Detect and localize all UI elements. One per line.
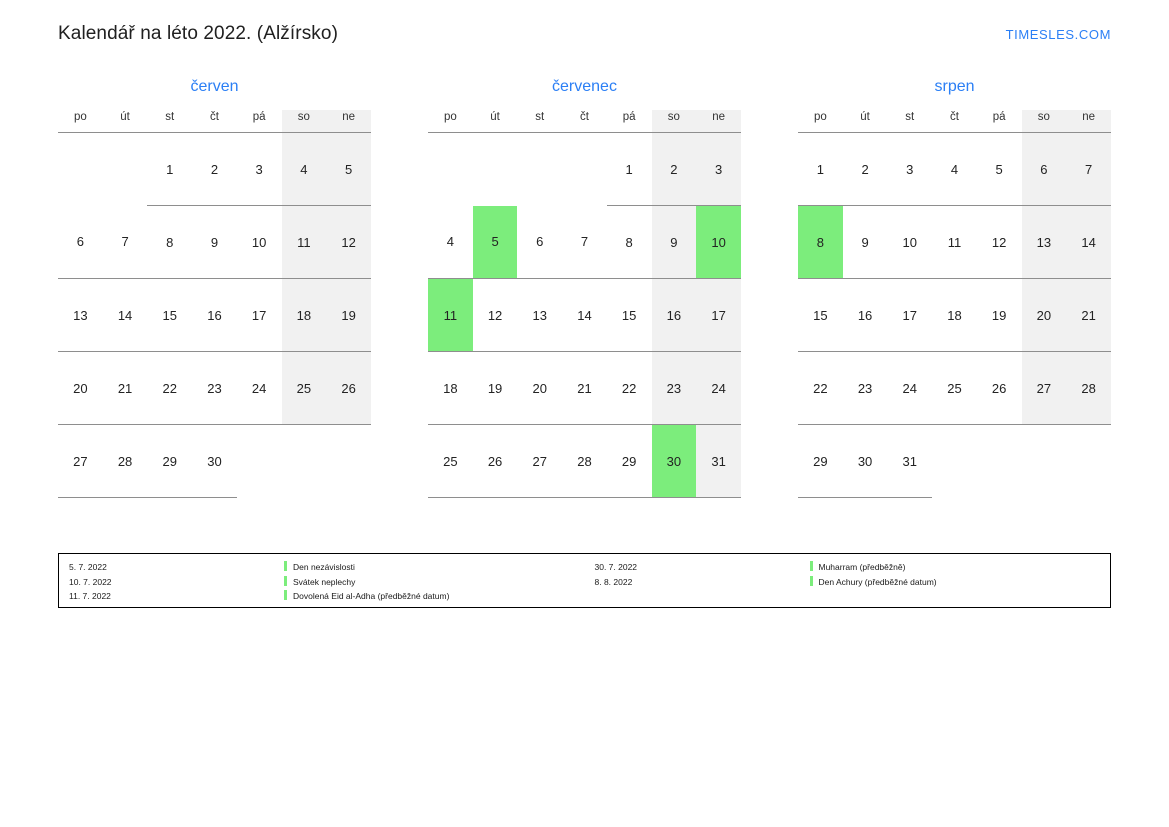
- day-cell[interactable]: [652, 206, 697, 279]
- weekday-header: po: [428, 110, 473, 133]
- day-cell-empty: [326, 425, 371, 498]
- day-cell[interactable]: [798, 133, 843, 206]
- day-cell[interactable]: [562, 352, 607, 425]
- month-block: [428, 78, 741, 498]
- day-cell[interactable]: [473, 352, 518, 425]
- day-number: 7: [1084, 161, 1093, 177]
- month-name: červenec: [552, 78, 617, 95]
- day-cell[interactable]: [147, 279, 192, 352]
- day-cell[interactable]: [282, 133, 327, 206]
- day-cell-empty: [473, 133, 518, 206]
- weekday-header: po: [58, 110, 103, 133]
- day-cell-empty: [977, 425, 1022, 498]
- day-number: 22: [162, 380, 177, 396]
- day-number: 22: [621, 380, 637, 396]
- day-number: 3: [714, 161, 723, 177]
- day-number: 5: [995, 161, 1003, 177]
- day-number: 5: [491, 234, 499, 250]
- day-number: 30: [857, 453, 873, 469]
- day-cell[interactable]: [1066, 352, 1111, 425]
- weekday-header: st: [147, 110, 192, 133]
- legend-date: 11. 7. 2022: [69, 591, 111, 601]
- day-cell[interactable]: [58, 352, 103, 425]
- day-cell[interactable]: [282, 279, 327, 352]
- day-cell-empty: [428, 133, 473, 206]
- legend-color-swatch: [284, 561, 287, 571]
- day-cell-empty: [517, 133, 562, 206]
- day-number: 26: [341, 380, 356, 396]
- day-number: 24: [902, 380, 917, 396]
- day-number: 4: [950, 161, 959, 177]
- day-number: 31: [902, 453, 917, 469]
- day-number: 23: [666, 380, 682, 396]
- day-cell[interactable]: [932, 133, 977, 206]
- day-number: 20: [1036, 307, 1052, 323]
- day-number: 29: [162, 453, 177, 469]
- weekday-header-row: [428, 110, 741, 133]
- day-cell[interactable]: [282, 352, 327, 425]
- day-number: 8: [816, 234, 824, 250]
- day-cell[interactable]: [607, 352, 652, 425]
- week-row: [58, 133, 371, 206]
- day-number: 10: [902, 234, 917, 250]
- day-number: 7: [580, 234, 589, 250]
- day-number: 31: [711, 453, 726, 469]
- day-number: 19: [991, 307, 1007, 323]
- month-table: [58, 110, 371, 498]
- day-number: 26: [487, 453, 503, 469]
- day-number: 17: [902, 307, 917, 323]
- day-cell[interactable]: [1022, 206, 1067, 279]
- weekday-header: pá: [977, 110, 1022, 133]
- week-row: [58, 352, 371, 425]
- day-cell[interactable]: [977, 206, 1022, 279]
- weekday-header: st: [517, 110, 562, 133]
- legend-color-swatch: [284, 576, 287, 586]
- day-cell[interactable]: [696, 206, 741, 279]
- day-cell[interactable]: [887, 133, 932, 206]
- day-cell[interactable]: [237, 206, 282, 279]
- day-cell[interactable]: [192, 279, 237, 352]
- day-number: 16: [857, 307, 873, 323]
- day-number: 8: [166, 234, 174, 250]
- weekday-header: ne: [1066, 110, 1111, 133]
- day-cell[interactable]: [843, 206, 888, 279]
- day-cell[interactable]: [652, 133, 697, 206]
- day-cell[interactable]: [428, 279, 473, 352]
- week-row: [428, 206, 741, 279]
- day-cell[interactable]: [147, 352, 192, 425]
- day-cell[interactable]: [473, 425, 518, 498]
- day-number: 8: [625, 234, 633, 250]
- day-cell[interactable]: [562, 206, 607, 279]
- day-number: 17: [251, 307, 267, 323]
- day-cell[interactable]: [977, 133, 1022, 206]
- day-number: 13: [532, 307, 547, 323]
- day-cell[interactable]: [58, 279, 103, 352]
- day-cell[interactable]: [696, 133, 741, 206]
- legend-date: 30. 7. 2022: [594, 562, 638, 572]
- day-cell[interactable]: [326, 133, 371, 206]
- day-cell[interactable]: [192, 133, 237, 206]
- day-cell[interactable]: [192, 425, 237, 498]
- day-cell[interactable]: [1066, 133, 1111, 206]
- day-number: 1: [166, 161, 174, 177]
- day-cell[interactable]: [103, 279, 148, 352]
- week-row: [428, 425, 741, 498]
- day-cell[interactable]: [517, 206, 562, 279]
- day-number: 24: [711, 380, 726, 396]
- week-row: [798, 206, 1111, 279]
- day-cell[interactable]: [1066, 206, 1111, 279]
- week-row: [428, 133, 741, 206]
- day-number: 28: [577, 453, 592, 469]
- day-number: 14: [117, 307, 133, 323]
- day-cell[interactable]: [473, 279, 518, 352]
- weekday-header-row: [798, 110, 1111, 133]
- day-cell[interactable]: [652, 279, 697, 352]
- day-cell[interactable]: [977, 352, 1022, 425]
- legend-label: Den nezávislosti: [293, 562, 355, 572]
- day-cell[interactable]: [798, 425, 843, 498]
- day-number: 9: [861, 234, 869, 250]
- day-number: 2: [861, 161, 869, 177]
- month-table: [428, 110, 741, 498]
- weekday-header: pá: [237, 110, 282, 133]
- week-row: [58, 206, 371, 279]
- weekday-header-row: [58, 110, 371, 133]
- legend-color-swatch: [810, 576, 813, 586]
- day-cell[interactable]: [932, 352, 977, 425]
- day-cell[interactable]: [607, 425, 652, 498]
- day-cell[interactable]: [798, 279, 843, 352]
- month-block: [798, 78, 1111, 498]
- day-cell[interactable]: [192, 206, 237, 279]
- day-number: 17: [711, 307, 726, 323]
- day-number: 9: [670, 234, 678, 250]
- day-cell[interactable]: [282, 206, 327, 279]
- months-container: [58, 78, 1111, 498]
- day-number: 3: [906, 161, 914, 177]
- day-number: 4: [446, 234, 454, 250]
- day-cell[interactable]: [517, 279, 562, 352]
- day-number: 16: [666, 307, 682, 323]
- day-number: 15: [621, 307, 637, 323]
- weekday-header: st: [887, 110, 932, 133]
- day-number: 27: [532, 453, 547, 469]
- day-cell[interactable]: [652, 425, 697, 498]
- day-number: 16: [207, 307, 222, 323]
- weekday-header: so: [1022, 110, 1067, 133]
- week-row: [58, 425, 371, 498]
- day-cell[interactable]: [977, 279, 1022, 352]
- day-cell[interactable]: [1022, 133, 1067, 206]
- day-cell[interactable]: [326, 206, 371, 279]
- weekday-header: ne: [326, 110, 371, 133]
- day-cell[interactable]: [103, 206, 148, 279]
- day-cell[interactable]: [562, 425, 607, 498]
- page-title: Kalendář na léto 2022. (Alžírsko): [58, 23, 339, 44]
- week-row: [428, 352, 741, 425]
- day-cell[interactable]: [843, 279, 888, 352]
- day-cell[interactable]: [798, 206, 843, 279]
- day-cell[interactable]: [887, 425, 932, 498]
- site-brand-link[interactable]: TIMESLES.COM: [1005, 26, 1111, 42]
- legend-date: 5. 7. 2022: [69, 562, 107, 572]
- day-number: 27: [73, 453, 88, 469]
- weekday-header: út: [843, 110, 888, 133]
- day-number: 28: [117, 453, 133, 469]
- legend-column-right: [585, 554, 1111, 607]
- day-cell[interactable]: [1022, 352, 1067, 425]
- day-number: 30: [207, 453, 222, 469]
- day-cell[interactable]: [607, 133, 652, 206]
- day-cell-empty: [237, 425, 282, 498]
- day-cell-empty: [562, 133, 607, 206]
- day-cell[interactable]: [652, 352, 697, 425]
- legend-date: 10. 7. 2022: [69, 576, 112, 587]
- month-table: [798, 110, 1111, 498]
- day-cell[interactable]: [932, 206, 977, 279]
- day-number: 21: [117, 380, 133, 396]
- day-cell[interactable]: [58, 206, 103, 279]
- day-cell[interactable]: [843, 425, 888, 498]
- day-cell[interactable]: [326, 279, 371, 352]
- day-number: 15: [813, 307, 828, 323]
- day-number: 1: [816, 161, 824, 177]
- day-cell[interactable]: [887, 352, 932, 425]
- day-cell[interactable]: [147, 425, 192, 498]
- day-number: 24: [251, 380, 267, 396]
- day-number: 25: [443, 453, 458, 469]
- day-number: 10: [251, 234, 267, 250]
- day-number: 19: [341, 307, 356, 323]
- day-cell[interactable]: [1066, 279, 1111, 352]
- day-cell[interactable]: [103, 425, 148, 498]
- week-row: [798, 352, 1111, 425]
- day-cell[interactable]: [517, 425, 562, 498]
- day-number: 9: [210, 234, 219, 250]
- day-cell[interactable]: [147, 206, 192, 279]
- legend-color-swatch: [810, 561, 813, 571]
- weekday-header: út: [103, 110, 148, 133]
- day-number: 27: [1036, 380, 1052, 396]
- day-cell[interactable]: [1022, 279, 1067, 352]
- weekday-header: čt: [192, 110, 237, 133]
- day-cell[interactable]: [517, 352, 562, 425]
- day-number: 26: [991, 380, 1007, 396]
- day-number: 13: [1036, 234, 1052, 250]
- month-name: srpen: [934, 78, 975, 95]
- day-number: 20: [73, 380, 88, 396]
- day-number: 11: [443, 307, 458, 323]
- day-number: 2: [670, 161, 678, 177]
- day-cell-empty: [1066, 425, 1111, 498]
- day-cell[interactable]: [696, 352, 741, 425]
- day-cell[interactable]: [562, 279, 607, 352]
- day-cell[interactable]: [843, 352, 888, 425]
- day-cell[interactable]: [58, 425, 103, 498]
- day-number: 6: [1040, 161, 1048, 177]
- day-number: 3: [255, 161, 263, 177]
- week-row: [798, 279, 1111, 352]
- day-number: 2: [210, 161, 219, 177]
- day-number: 23: [207, 380, 222, 396]
- legend-item: [69, 561, 575, 574]
- weekday-header: čt: [932, 110, 977, 133]
- legend-item: [69, 590, 575, 603]
- day-number: 21: [577, 380, 592, 396]
- day-number: 4: [300, 161, 308, 177]
- day-number: 12: [487, 307, 503, 323]
- day-number: 14: [1081, 234, 1096, 250]
- weekday-header: po: [798, 110, 843, 133]
- day-number: 21: [1081, 307, 1096, 323]
- day-number: 12: [341, 234, 356, 250]
- legend-item: [69, 576, 575, 589]
- day-cell[interactable]: [428, 206, 473, 279]
- day-cell[interactable]: [473, 206, 518, 279]
- weekday-header: so: [652, 110, 697, 133]
- day-cell[interactable]: [147, 133, 192, 206]
- day-cell[interactable]: [103, 352, 148, 425]
- page-header: [58, 18, 1111, 50]
- day-number: 7: [121, 234, 129, 250]
- month-block: [58, 78, 371, 498]
- day-cell[interactable]: [843, 133, 888, 206]
- day-cell-empty: [1022, 425, 1067, 498]
- legend-box: [58, 553, 1111, 608]
- day-cell[interactable]: [887, 206, 932, 279]
- day-cell[interactable]: [237, 279, 282, 352]
- week-row: [428, 279, 741, 352]
- day-cell[interactable]: [798, 352, 843, 425]
- day-number: 1: [625, 161, 633, 177]
- day-cell-empty: [282, 425, 327, 498]
- day-number: 25: [947, 380, 962, 396]
- week-row: [58, 279, 371, 352]
- day-cell[interactable]: [192, 352, 237, 425]
- day-cell[interactable]: [607, 279, 652, 352]
- day-cell[interactable]: [696, 279, 741, 352]
- day-number: 5: [344, 161, 353, 177]
- weekday-header: út: [473, 110, 518, 133]
- day-number: 19: [487, 380, 503, 396]
- day-number: 25: [296, 380, 312, 396]
- weekday-header: čt: [562, 110, 607, 133]
- day-cell-empty: [932, 425, 977, 498]
- legend-column-left: [59, 554, 585, 607]
- legend-label: Den Achury (předběžné datum): [818, 576, 937, 587]
- day-number: 11: [297, 234, 311, 250]
- day-number: 22: [813, 380, 828, 396]
- day-number: 18: [296, 307, 312, 323]
- week-row: [798, 425, 1111, 498]
- day-cell[interactable]: [237, 133, 282, 206]
- day-cell[interactable]: [428, 352, 473, 425]
- weekday-header: pá: [607, 110, 652, 133]
- day-number: 12: [991, 234, 1007, 250]
- day-number: 13: [73, 307, 88, 323]
- day-number: 15: [162, 307, 177, 323]
- legend-color-swatch: [284, 590, 287, 600]
- day-number: 6: [536, 234, 544, 250]
- day-number: 10: [711, 234, 726, 250]
- day-number: 6: [76, 234, 84, 250]
- legend-label: Svátek neplechy: [293, 576, 356, 587]
- day-cell-empty: [58, 133, 103, 206]
- day-number: 20: [532, 380, 547, 396]
- day-number: 28: [1081, 380, 1096, 396]
- day-cell-empty: [103, 133, 148, 206]
- day-number: 18: [443, 380, 458, 396]
- day-number: 23: [857, 380, 873, 396]
- weekday-header: so: [282, 110, 327, 133]
- month-name: červen: [190, 78, 239, 95]
- legend-item: [595, 576, 1101, 589]
- day-cell[interactable]: [428, 425, 473, 498]
- legend-date: 8. 8. 2022: [594, 576, 633, 587]
- legend-label: Muharram (předběžně): [818, 562, 906, 572]
- weekday-header: ne: [696, 110, 741, 133]
- day-cell[interactable]: [607, 206, 652, 279]
- day-cell[interactable]: [237, 352, 282, 425]
- legend-label: Dovolená Eid al-Adha (předběžné datum): [293, 591, 450, 601]
- day-cell[interactable]: [696, 425, 741, 498]
- legend-item: [595, 561, 1101, 574]
- day-number: 29: [813, 453, 828, 469]
- day-cell[interactable]: [326, 352, 371, 425]
- day-number: 29: [621, 453, 637, 469]
- day-cell[interactable]: [887, 279, 932, 352]
- day-number: 14: [577, 307, 592, 323]
- week-row: [798, 133, 1111, 206]
- day-number: 18: [947, 307, 962, 323]
- day-number: 11: [947, 234, 962, 250]
- day-cell[interactable]: [932, 279, 977, 352]
- day-number: 30: [666, 453, 682, 469]
